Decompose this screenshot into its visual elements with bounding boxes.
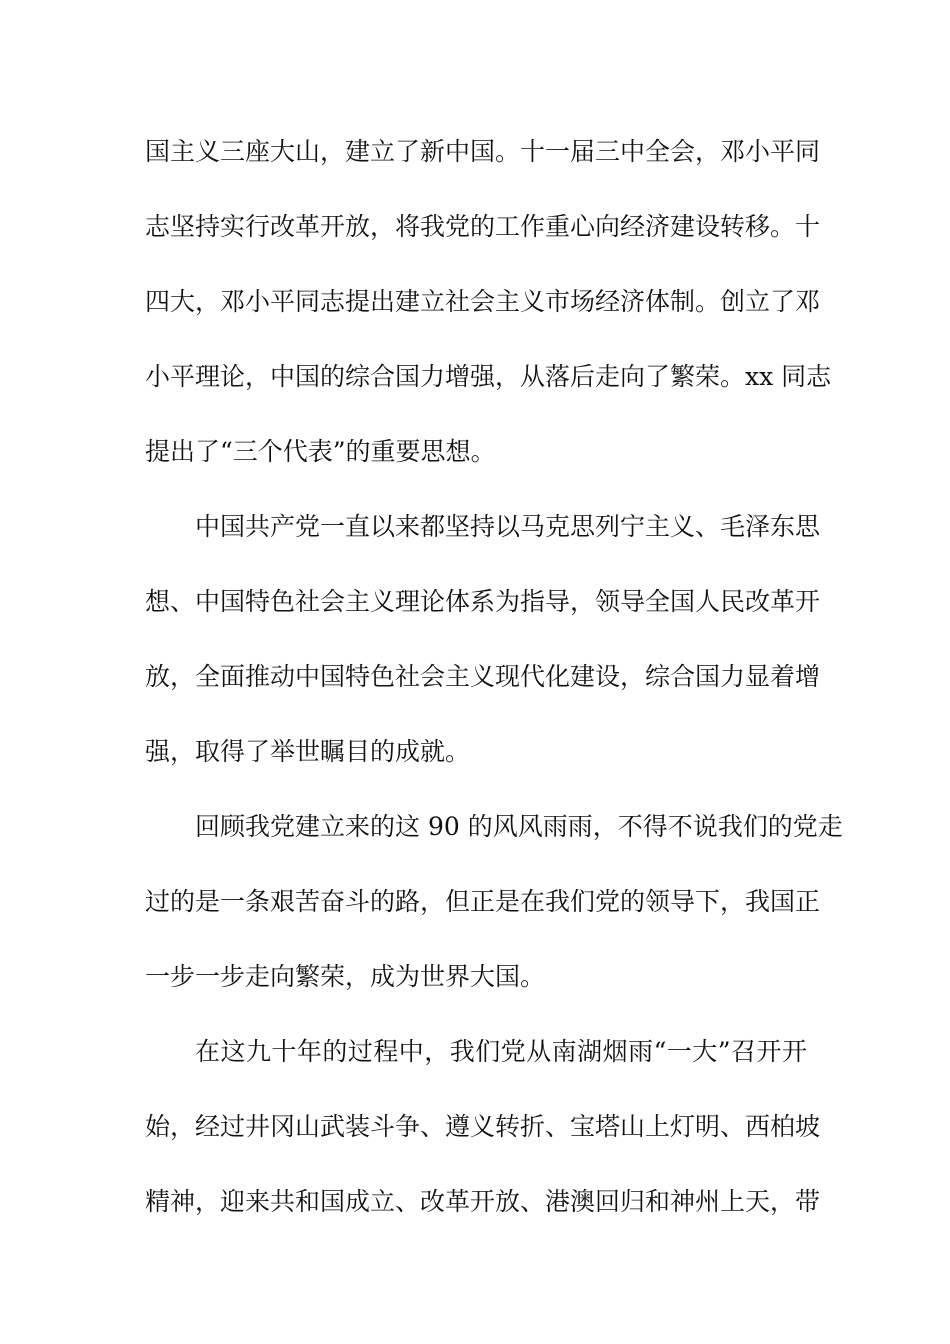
text-line: 国主义三座大山，建立了新中国。十一届三中全会，邓小平同	[145, 137, 821, 166]
text-line: 提出了“三个代表”的重要思想。	[145, 437, 496, 466]
text-line: 小平理论，中国的综合国力增强，从落后走向了繁荣。xx 同志	[145, 362, 832, 391]
text-line: 志坚持实行改革开放，将我党的工作重心向经济建设转移。十	[145, 212, 821, 241]
text-line: 一步一步走向繁荣，成为世界大国。	[145, 962, 546, 991]
text-line: 过的是一条艰苦奋斗的路，但正是在我们党的领导下，我国正	[145, 887, 821, 916]
paragraph-3	[145, 801, 843, 1026]
paragraph-2	[145, 501, 821, 801]
text-line: 四大，邓小平同志提出建立社会主义市场经济体制。创立了邓	[145, 287, 821, 316]
paragraph-1	[145, 126, 832, 501]
text-line: 放，全面推动中国特色社会主义现代化建设，综合国力显着增	[145, 662, 821, 691]
text-line: 想、中国特色社会主义理论体系为指导，领导全国人民改革开	[145, 587, 821, 616]
paragraph-4	[145, 1026, 821, 1251]
text-line: 在这九十年的过程中，我们党从南湖烟雨“一大”召开开	[195, 1037, 807, 1066]
text-line: 精神，迎来共和国成立、改革开放、港澳回归和神州上天，带	[145, 1187, 821, 1216]
text-line: 强，取得了举世瞩目的成就。	[145, 737, 471, 766]
text-line: 回顾我党建立来的这 90 的风风雨雨，不得不说我们的党走	[195, 812, 843, 841]
document-body	[145, 126, 843, 1251]
text-line: 中国共产党一直以来都坚持以马克思列宁主义、毛泽东思	[195, 512, 821, 541]
text-line: 始，经过井冈山武装斗争、遵义转折、宝塔山上灯明、西柏坡	[145, 1112, 821, 1141]
